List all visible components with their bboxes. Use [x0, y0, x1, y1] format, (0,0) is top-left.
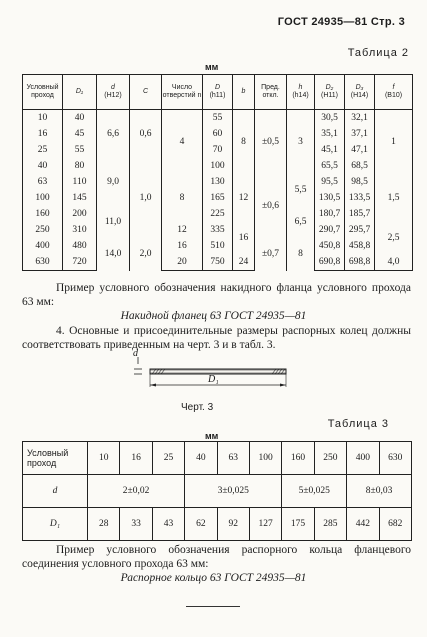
ring-designation: Распорное кольцо 63 ГОСТ 24935—81 [120, 572, 307, 584]
example-intro-ring: Пример условного обозначения распорного кольца фланцевого соединения условного прохода 63 мм: [22, 544, 411, 570]
end-rule [186, 606, 240, 607]
table-row: 160 200 11,0 225 6,5 180,7 185,7 [23, 206, 413, 222]
table-row: 63 110 8 130 12 ±0,6 5,5 95,5 98,5 1,5 [23, 174, 413, 190]
col-header-D2: D₂ (H11) [315, 75, 345, 110]
table-row: 10 40 6,6 0,6 4 55 8 ±0,5 3 30,5 32,1 1 [23, 110, 413, 127]
table2-caption: Таблица 2 [347, 47, 409, 59]
table3-units: мм [205, 431, 219, 441]
table-row: Условный проход 10 16 25 40 63 100 160 250 400 630 [23, 442, 412, 475]
table-row: 40 80 9,0 1,0 100 65,5 68,5 [23, 158, 413, 174]
table-row: 630 720 20 750 24 690,8 698,8 4,0 [23, 254, 413, 271]
col-header-dy: Условный проход [23, 75, 63, 110]
table-row: 100 145 165 130,5 133,5 [23, 190, 413, 206]
col-header-n: Число отверстий n [162, 75, 203, 110]
table-row: d 2±0,02 3±0,025 5±0,025 8±0,03 [23, 475, 412, 508]
col-header-h: h (h14) [287, 75, 315, 110]
page-header: ГОСТ 24935—81 Стр. 3 [277, 16, 405, 28]
table-row: D₁ 28 33 43 62 92 127 175 285 442 682 [23, 508, 412, 541]
table2-units: мм [205, 62, 219, 72]
drawing-label-d: d [133, 348, 138, 359]
flange-designation: Накидной фланец 63 ГОСТ 24935—81 [120, 310, 307, 322]
table-row: 250 310 12 335 16 290,7 295,7 2,5 [23, 222, 413, 238]
col-header-D: D (h11) [203, 75, 233, 110]
drawing-label-D1: D₁ [208, 374, 219, 385]
table-row: 400 480 14,0 2,0 16 510 ±0,7 8 450,8 458,8 [23, 238, 413, 254]
col-header-d: d (H12) [97, 75, 130, 110]
table3-caption: Таблица 3 [327, 418, 389, 430]
col-header-f: f (B10) [375, 75, 413, 110]
table2 [22, 74, 413, 271]
table-row: 25 55 70 45,1 47,1 [23, 142, 413, 158]
col-header-b: b [233, 75, 255, 110]
example-intro-flange: Пример условного обозначения накидного фланца условного прохода 63 мм: [22, 282, 411, 308]
table3 [22, 441, 412, 541]
col-header-tol: Пред. откл. [255, 75, 287, 110]
col-header-c: C [130, 75, 162, 110]
section-4-text: 4. Основные и присоединительные размеры распорных колец должны соответствовать приведенным на черт. 3 и в табл. 3. [22, 325, 411, 351]
table-row: 16 45 60 35,1 37,1 [23, 126, 413, 142]
col-header-d1: D₁ [63, 75, 97, 110]
col-header-D3: D₃ (H14) [345, 75, 375, 110]
drawing-caption: Черт. 3 [181, 402, 214, 413]
